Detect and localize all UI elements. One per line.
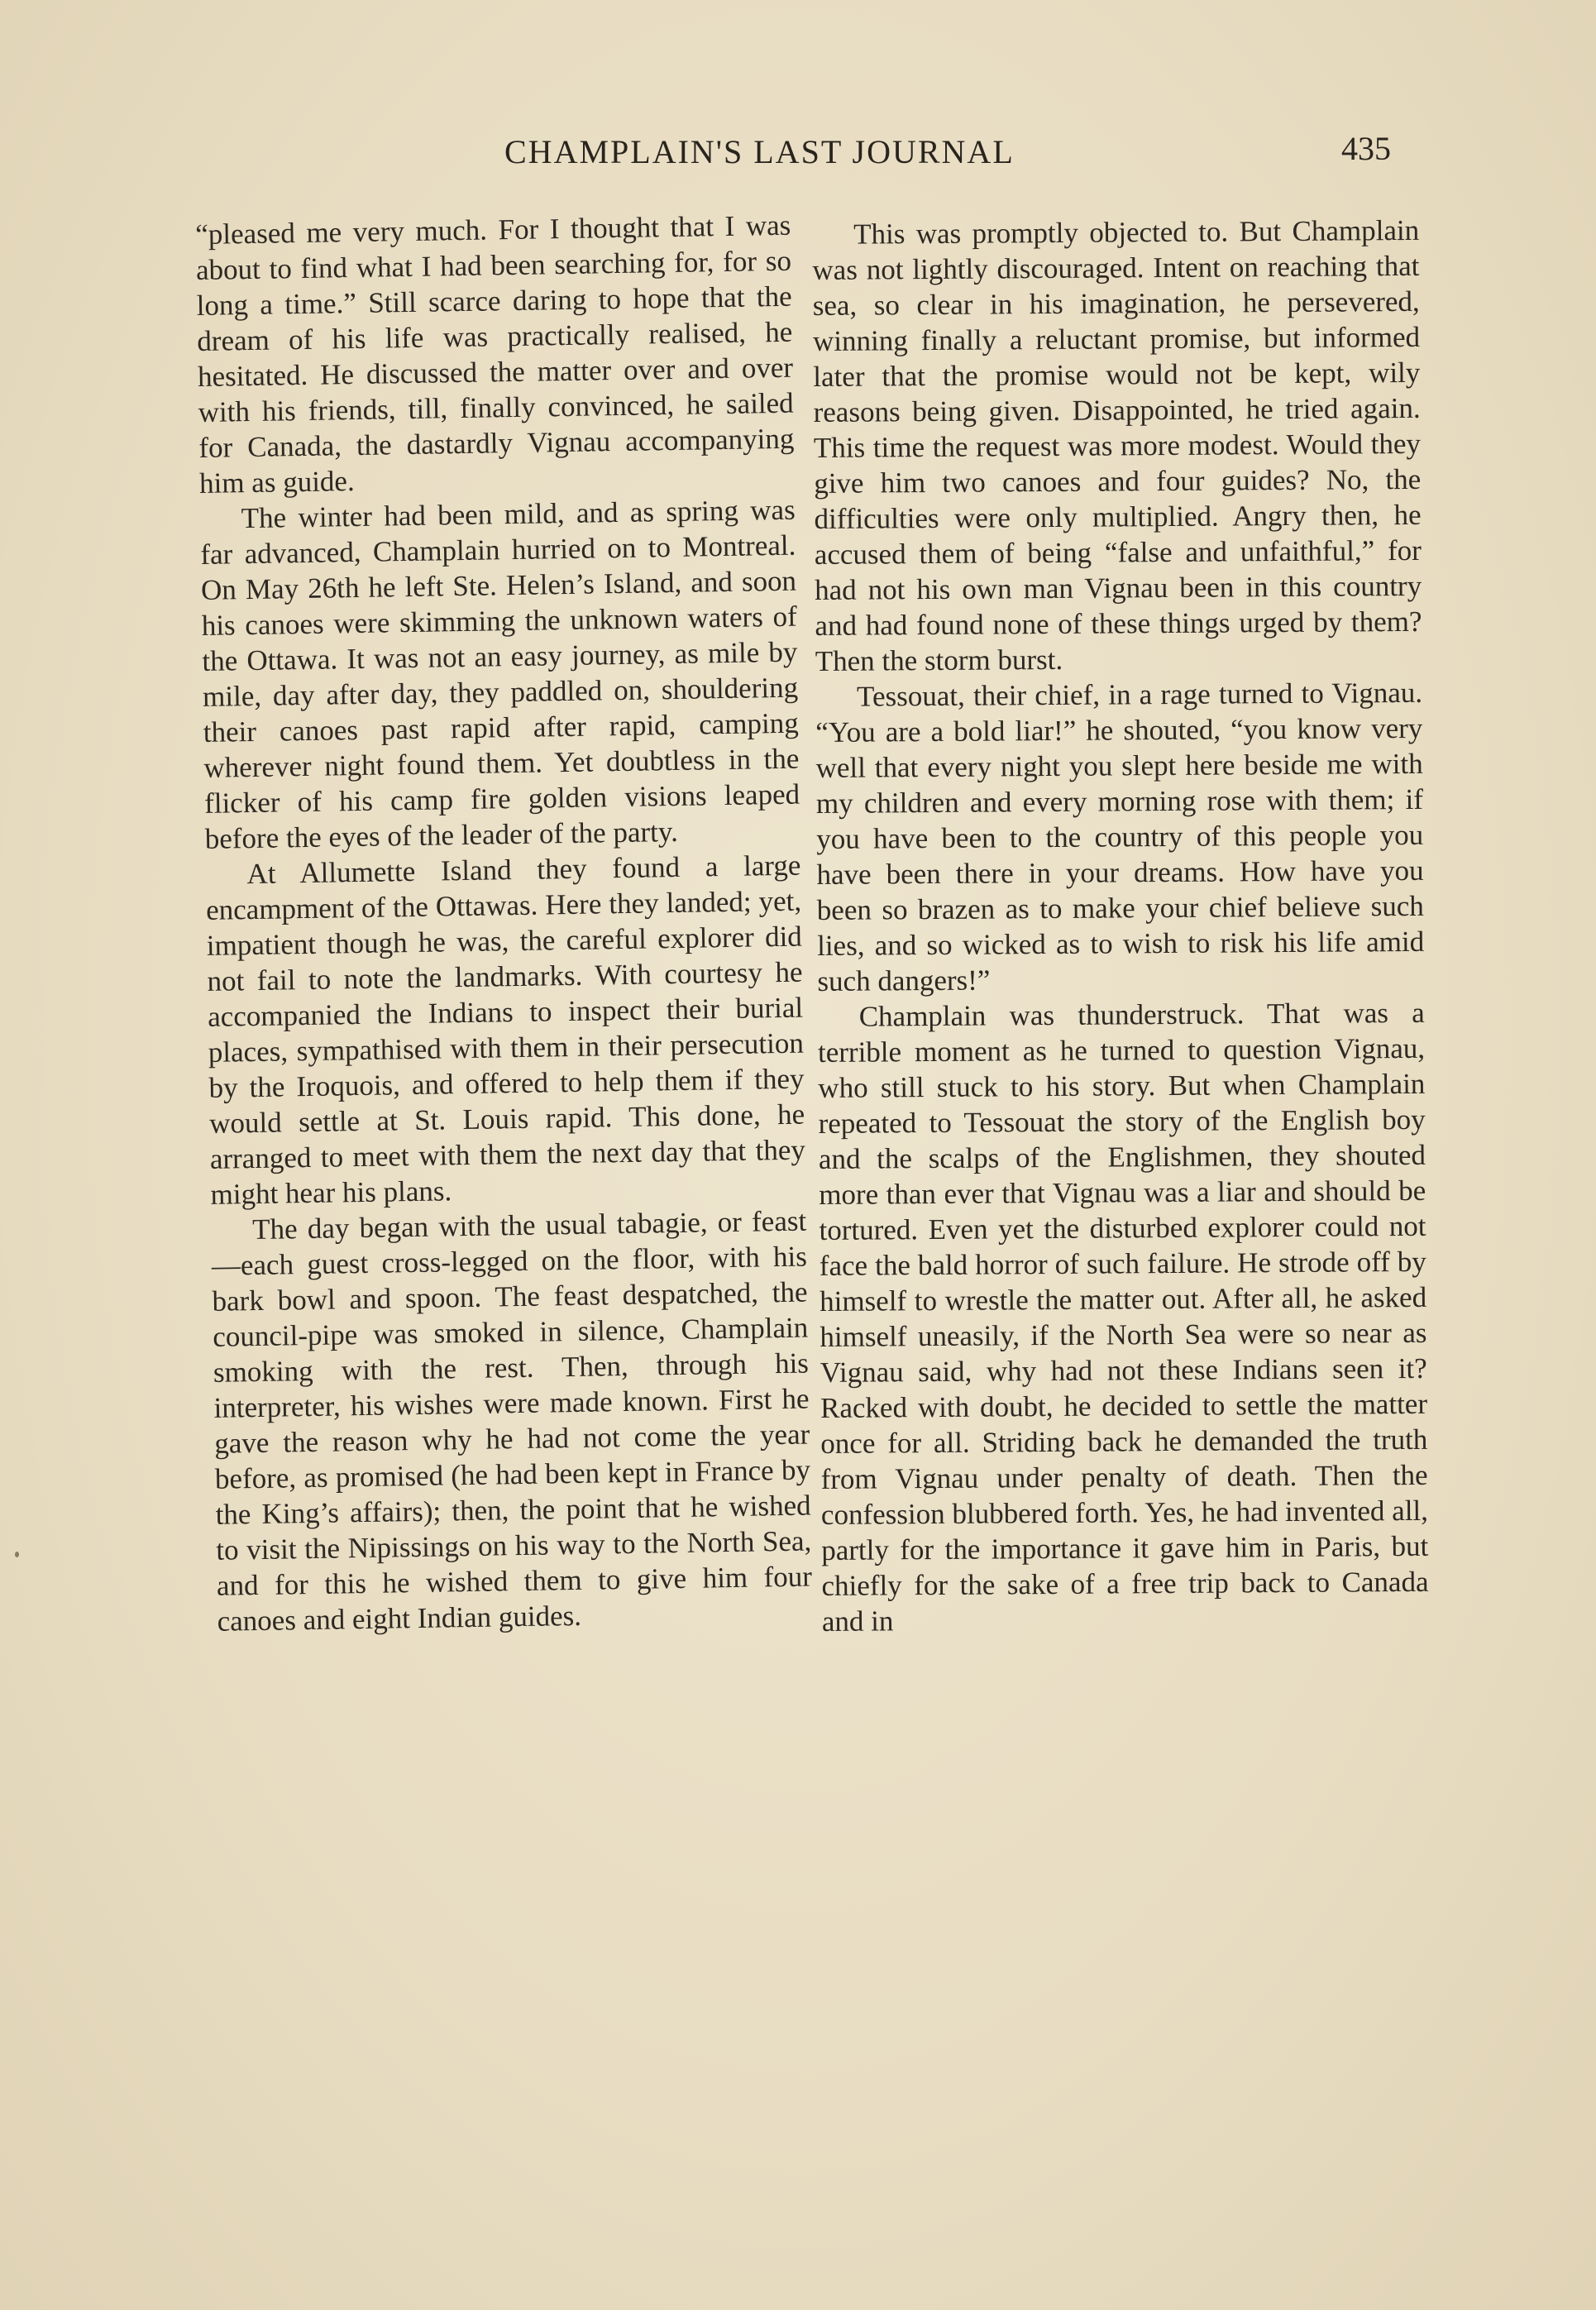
paragraph: This was promptly objected to. But Champlain was not lightly discouraged. Intent on reaching that sea, so clear in his imagination, he persevered, winning finally a reluctant promise, but informed later that the promise would not be kept, wily reasons being given. Disappointed, he tried again. This time the request was more modest. Would they give him two canoes and four guides? No, the difficulties were only multiplied. Angry then, he accused them of being “false and unfaithful,” for had not his own man Vignau been in this country and had found none of these things urged by them? Then the storm burst. <box>812 213 1422 677</box>
right-column <box>812 213 1429 1639</box>
paragraph: At Allumette Island they found a large encampment of the Ottawas. Here they landed; yet, impatient though he was, the careful explorer did not fail to note the landmarks. With courtesy he accompanied the Indians to inspect their burial places, sympathised with them in their persecution by the Iroquois, and offered to help them if they would settle at St. Louis rapid. This done, he arranged to meet with them the next day that they might hear his plans. <box>205 849 806 1211</box>
page-number: 435 <box>1341 130 1391 167</box>
page-header <box>0 132 1596 182</box>
paragraph: The day began with the usual tabagie, or feast—each guest cross-legged on the floor, with his bark bowl and spoon. The feast despatched, the council-pipe was smoked in silence, Champlain smoking with the rest. Then, through his interpreter, his wishes were made known. First he gave the reason why he had not come the year before, as promised (he had been kept in France by the King’s affairs); then, the point that he wished to visit the Nipissings on his way to the North Sea, and for this he wished them to give him four canoes and eight Indian guides. <box>211 1204 813 1638</box>
paragraph: The winter had been mild, and as spring was far advanced, Champlain hurried on to Montreal. On May 26th he left Ste. Helen’s Island, and soon his canoes were skimming the unknown waters of the Ottawa. It was not an easy journey, as mile by mile, day after day, they paddled on, shouldering their canoes past rapid after rapid, camping wherever night found them. Yet doubtless in the flicker of his camp fire golden visions leaped before the eyes of the leader of the party. <box>200 493 800 855</box>
running-head: CHAMPLAIN'S LAST JOURNAL <box>504 133 1015 170</box>
paragraph: “pleased me very much. For I thought that I was about to find what I had been searching for, for so long a time.” Still scarce daring to hope that the dream of his life was practically realised, he hesitated. He discussed the matter over and over with his friends, till, finally convinced, he sailed for Canada, the dastardly Vignau accompanying him as guide. <box>195 208 795 500</box>
paper-speck <box>15 1552 19 1557</box>
paragraph: Tessouat, their chief, in a rage turned to Vignau. “You are a bold liar!” he shouted, “you know very well that every night you slept here beside me with my children and every morning rose with them; if you have been to the country of this people you have been there in your dreams. How have you been so brazen as to make your chief believe such lies, and so wicked as to wish to risk his life amid such dangers!” <box>815 676 1425 997</box>
paragraph: Champlain was thunderstruck. That was a terrible moment as he turned to question Vignau, who still stuck to his story. But when Champlain repeated to Tessouat the story of the English boy and the scalps of the Englishmen, they shouted more than ever that Vignau was a liar and should be tortured. Even yet the disturbed explorer could not face the bald horror of such failure. He strode off by himself to wrestle the matter out. After all, he asked himself uneasily, if the North Sea were so near as Vignau said, why had not these Indians seen it? Racked with doubt, he decided to settle the matter once for all. Striding back he demanded the truth from Vignau under penalty of death. Then the confession blubbered forth. Yes, he had invented all, partly for the importance it gave him in Paris, but chiefly for the sake of a free trip back to Canada and in <box>817 996 1429 1638</box>
left-column <box>195 208 813 1639</box>
